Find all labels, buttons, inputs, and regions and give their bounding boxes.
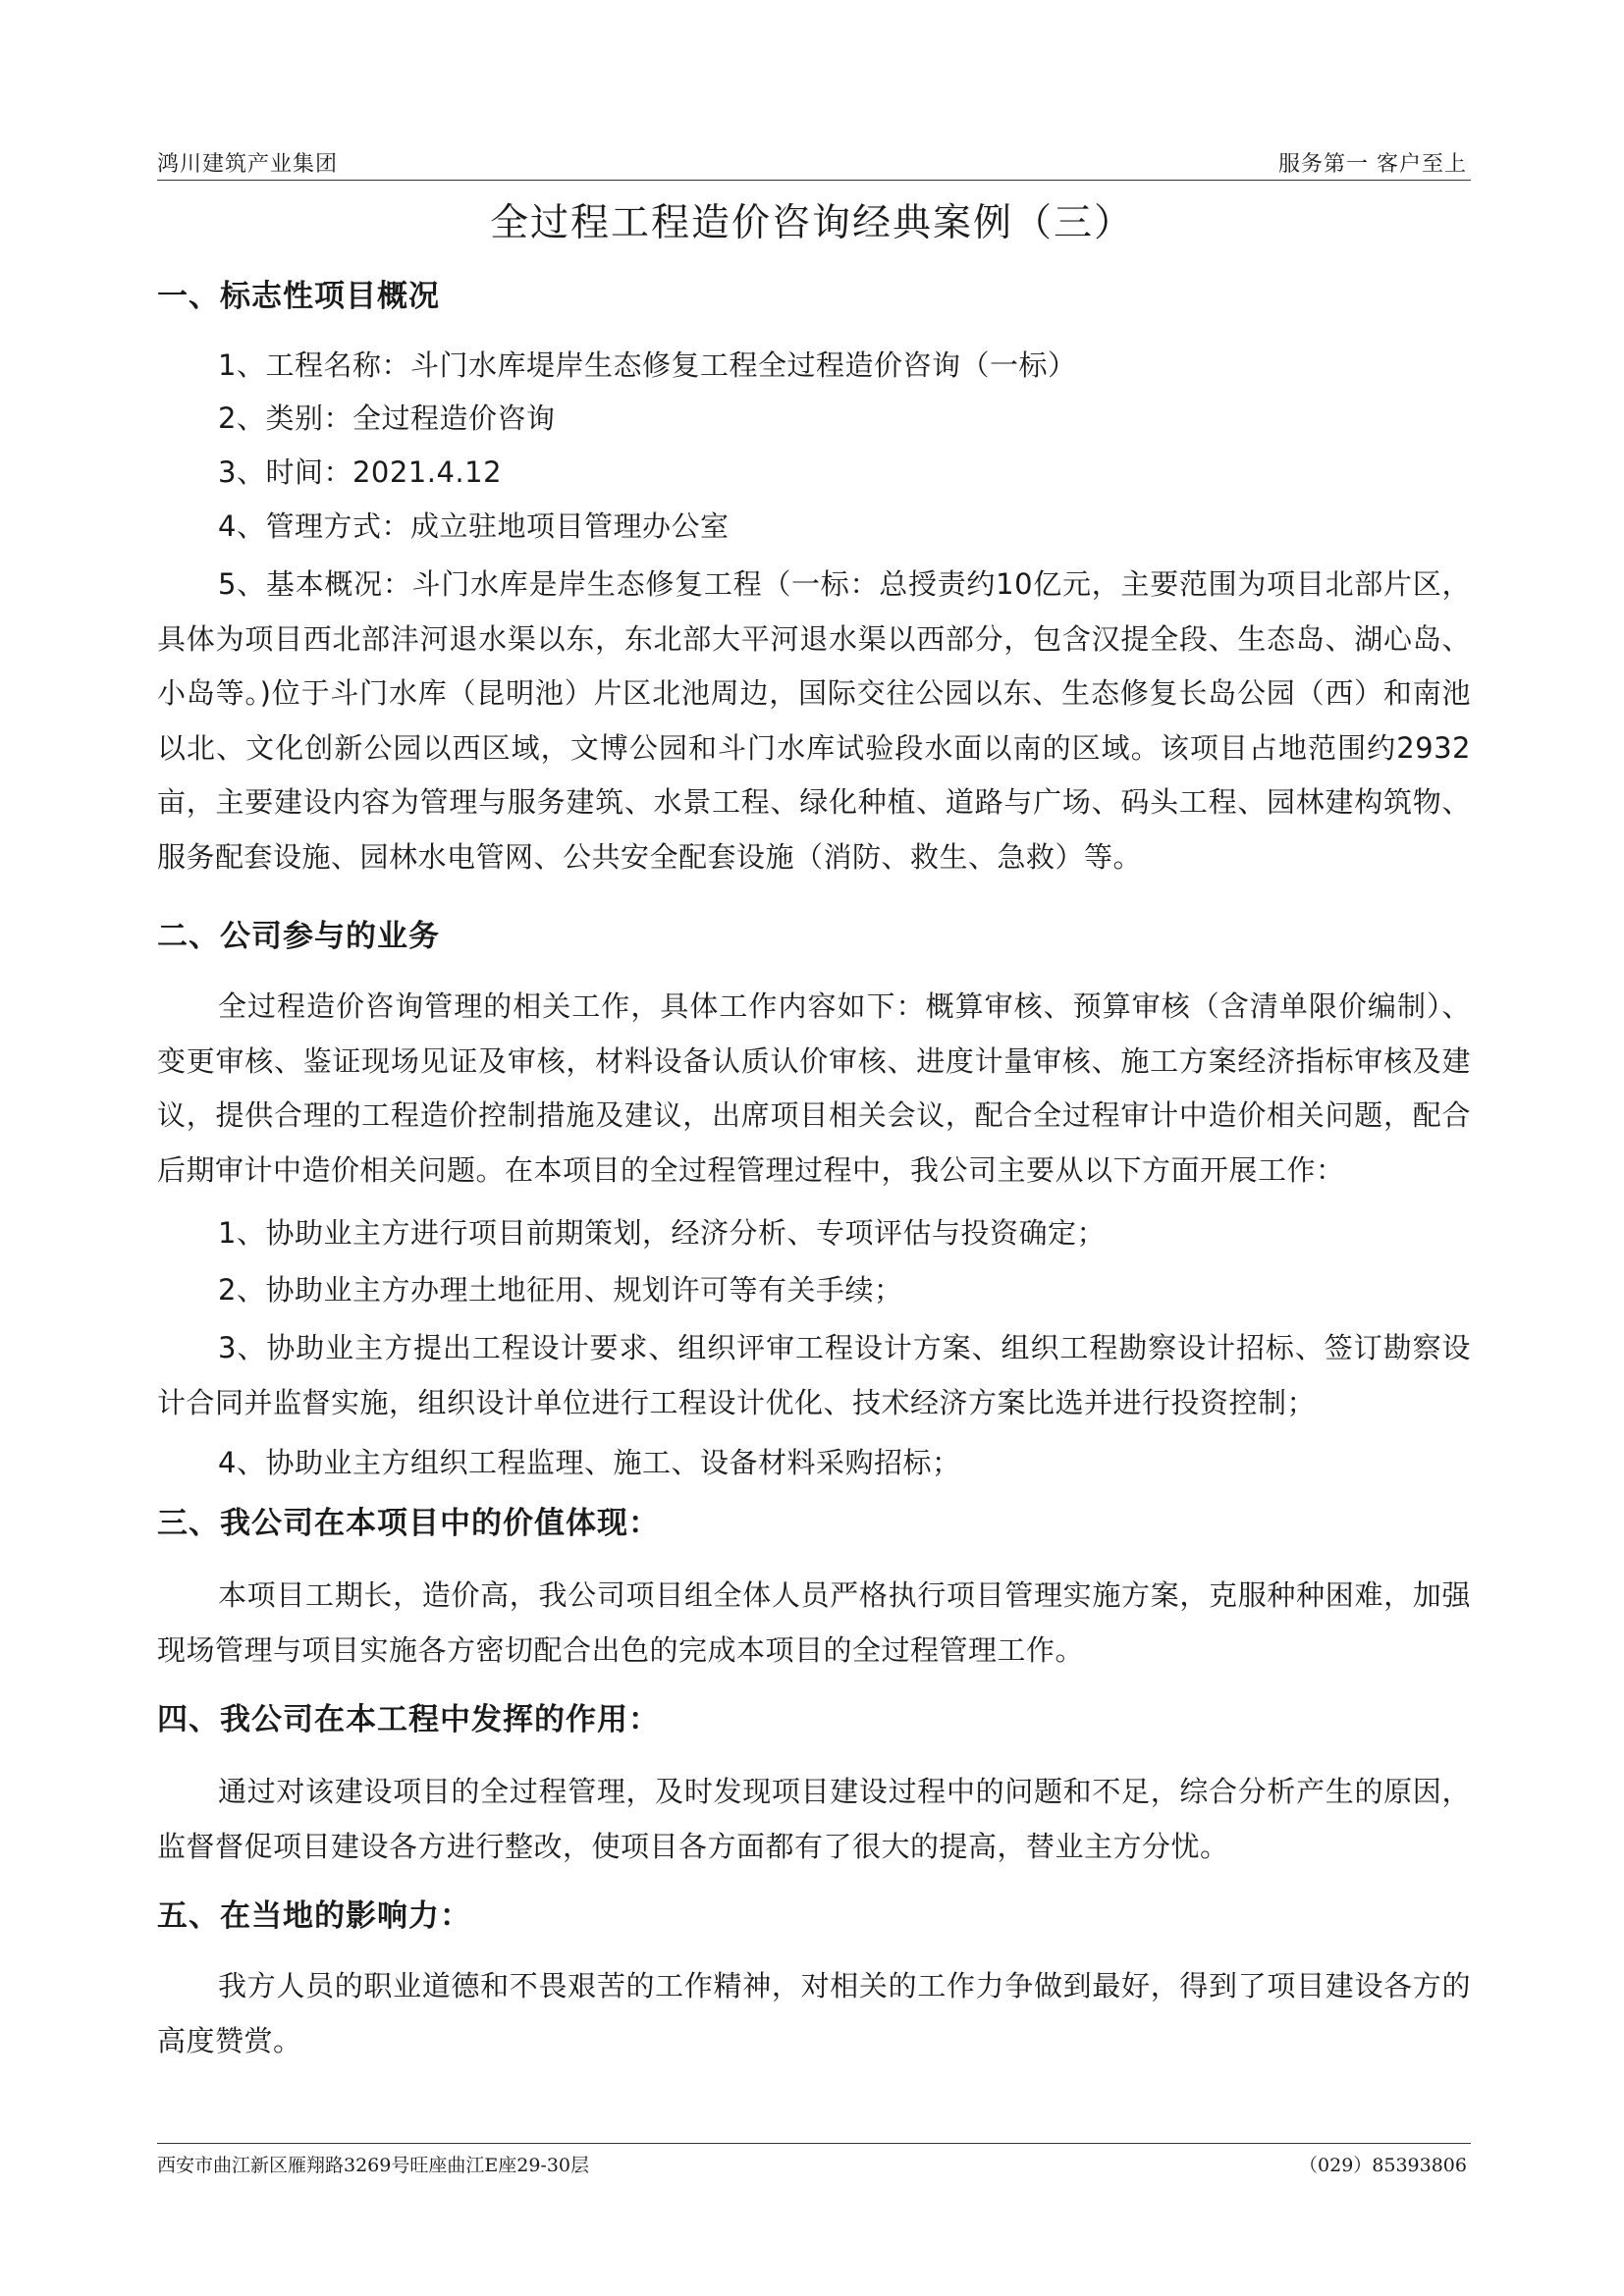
section-2-item-2: 2、协助业主方办理土地征用、规划许可等有关手续； [218,1273,903,1307]
footer-divider [157,2143,1471,2144]
footer-phone: （029）85393806 [1299,2155,1467,2176]
section-1-overview: 5、基本概况：斗门水库是岸生态修复工程（一标：总授责约10亿元，主要范围为项目北部片区，具体为项目西北部沣河退水渠以东，东北部大平河退水渠以西部分，包含汉提全段、生态岛、湖心岛、小岛等。)位于斗门水库（昆明池）片区北池周边，国际交往公园以东、生态修复长岛公园（西）和南池以北、文化创新公园以西区域，文博公园和斗门水库试验段水面以南的区域。该项目占地范围约2932亩，主要建设内容为管理与服务建筑、水景工程、绿化种植、道路与广场、码头工程、园林建构筑物、服务配套设施、园林水电管网、公共安全配套设施（消防、救生、急救）等。 [157,567,1471,874]
section-5-heading: 五、在当地的影响力： [157,1898,471,1934]
section-2-item-4: 4、协助业主方组织工程监理、施工、设备材料采购招标； [218,1446,961,1479]
section-3-text: 本项目工期长，造价高，我公司项目组全体人员严格执行项目管理实施方案，克服种种困难，加强现场管理与项目实施各方密切配合出色的完成本项目的全过程管理工作。 [157,1578,1471,1667]
header-company: 鸿川建筑产业集团 [157,152,339,177]
section-1-item-4: 4、管理方式：成立驻地项目管理办公室 [218,509,730,543]
section-4-heading: 四、我公司在本工程中发挥的作用： [157,1702,660,1737]
section-1-item-1: 1、工程名称：斗门水库堤岸生态修复工程全过程造价咨询（一标） [218,348,1077,382]
section-3-heading: 三、我公司在本项目中的价值体现： [157,1506,660,1541]
section-4-text: 通过对该建设项目的全过程管理，及时发现项目建设过程中的问题和不足，综合分析产生的原因，监督督促项目建设各方进行整改，使项目各方面都有了很大的提高，替业主方分忧。 [157,1775,1471,1863]
section-5-text: 我方人员的职业道德和不畏艰苦的工作精神，对相关的工作力争做到最好，得到了项目建设各方的高度赞赏。 [157,1969,1471,2057]
section-1-heading: 一、标志性项目概况 [157,279,440,314]
header-slogan: 服务第一 客户至上 [1278,152,1467,177]
page-title: 全过程工程造价咨询经典案例（三） [489,201,1134,245]
section-2-intro: 全过程造价咨询管理的相关工作，具体工作内容如下：概算审核、预算审核（含清单限价编制）、变更审核、鉴证现场见证及审核，材料设备认质认价审核、进度计量审核、施工方案经济指标审核及建议，提供合理的工程造价控制措施及建议，出席项目相关会议，配合全过程审计中造价相关问题，配合后期审计中造价相关问题。在本项目的全过程管理过程中，我公司主要从以下方面开展工作： [157,989,1471,1187]
header-divider [157,180,1471,181]
section-1-item-2: 2、类别：全过程造价咨询 [218,401,556,435]
section-2-item-3: 3、协助业主方提出工程设计要求、组织评审工程设计方案、组织工程勘察设计招标、签订勘察设计合同并监督实施，组织设计单位进行工程设计优化、技术经济方案比选并进行投资控制； [157,1331,1471,1419]
footer-address: 西安市曲江新区雁翔路3269号旺座曲江E座29-30层 [157,2155,589,2176]
section-2-heading: 二、公司参与的业务 [157,919,440,954]
section-2-item-1: 1、协助业主方进行项目前期策划，经济分析、专项评估与投资确定； [218,1216,1106,1250]
section-1-item-3: 3、时间：2021.4.12 [218,455,503,489]
